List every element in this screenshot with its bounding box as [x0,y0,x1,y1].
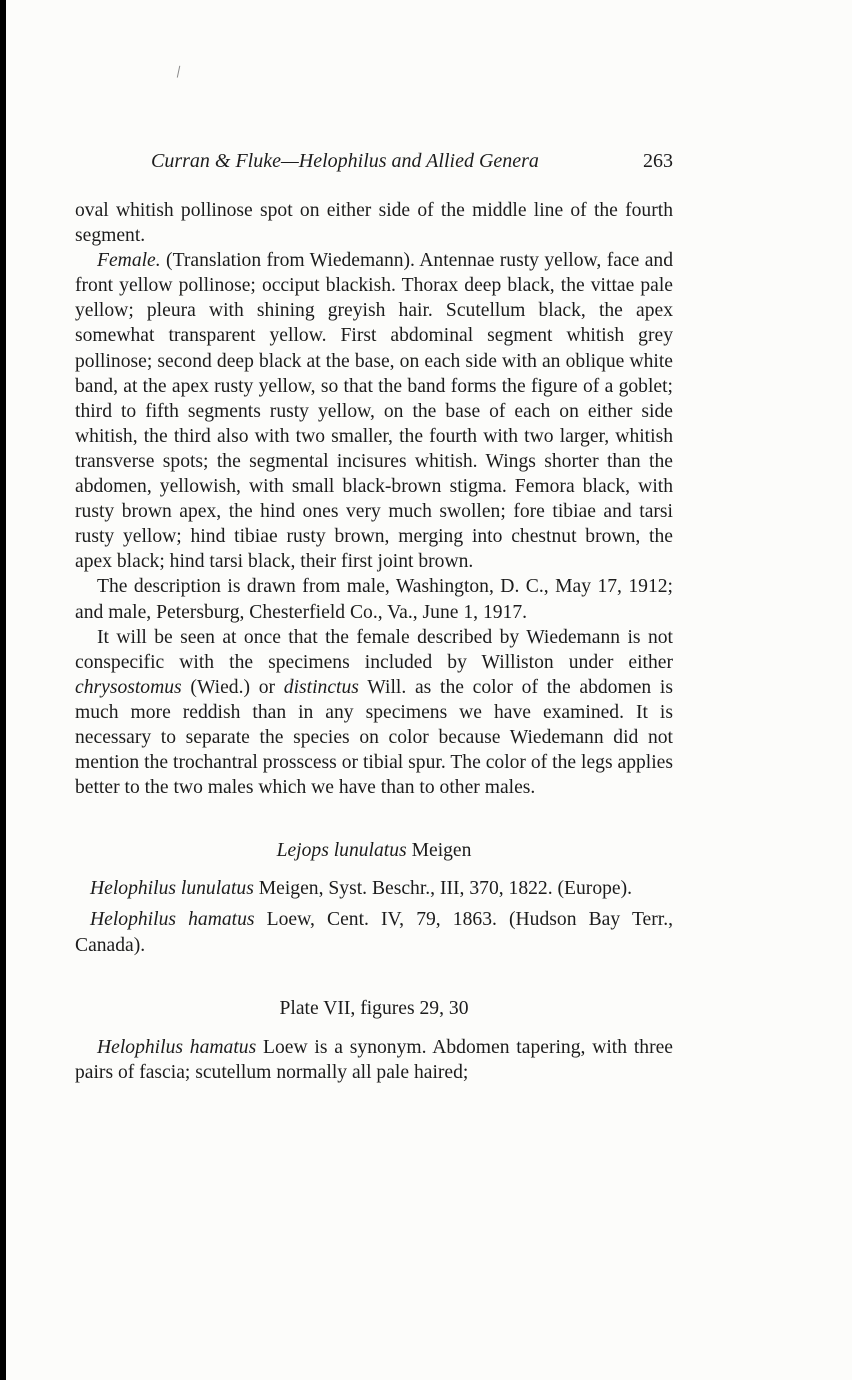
paragraph-material: The description is drawn from male, Washington, D. C., May 17, 1912; and male, Petersburg, Chesterfield Co., Va., June 1, 1917. [75,576,673,623]
taxon-chrysostomus: chrysostomus [75,676,182,698]
synonym-2-citation: Loew, Cent. IV, 79, 1863. (Hudson Bay Terr., Canada). [75,909,674,956]
running-header [151,147,673,175]
female-description: (Translation from Wiedemann). Antennae rusty yellow, face and front yellow pollinose; occiput blackish. Thorax deep black, the vittae pale yellow; pleura with shining greyish hair. Scutellum black, the apex somewhat transparent yellow. First abdominal segment whitish grey pollinose; second deep black at the base, on each side with an oblique white band, at the apex rusty yellow, so that the band forms the figure of a goblet; third to fifth segments rusty yellow, on the base of each on either side whitish, the third also with two smaller, the fourth with two larger, whitish transverse spots; the segmental incisures whitish. Wings shorter than the abdomen, yellowish, with small black-brown stigma. Femora black, with rusty brown apex, the hind ones very much swollen; fore tibiae and tarsi rusty yellow; hind tibiae rusty brown, merging into chestnut brown, the apex black; hind tarsi black, their first joint brown. [75,250,673,573]
plate-reference: Plate VII, figures 29, 30 [279,997,469,1019]
discussion-text-c: Will. as the color of the abdomen is much more reddish than in any specimens we have examined. It is necessary to separate the species on color because Wiedemann did not mention the trochantral prosscess or tibial spur. The color of the legs applies better to the two males which we have than to other males. [75,676,673,799]
synonym-1-citation: Meigen, Syst. Beschr., III, 370, 1822. (Europe). [253,878,633,900]
scan-mark [177,66,183,79]
synonym-2-name: Helophilus hamatus [90,909,255,931]
page-body [75,198,673,1085]
synonym-entry-1 [75,876,673,901]
synonymy-text: Loew is a synonym. Abdomen tapering, with three pairs of fascia; scutellum normally all pale haired; [75,1036,673,1083]
taxon-distinctus: distinctus [283,676,359,698]
female-label: Female. [97,250,161,272]
paragraph-discussion [75,625,673,801]
paragraph-continued: oval whitish pollinose spot on either side of the middle line of the fourth segment. [75,200,673,247]
species-author: Meigen [406,840,472,862]
book-page [6,0,852,1380]
synonym-entry-2 [75,907,673,957]
discussion-text-b: (Wied.) or [181,676,284,698]
synonym-1-name: Helophilus lunulatus [90,878,254,900]
synonym-name-final: Helophilus hamatus [97,1036,257,1058]
species-heading [75,838,673,863]
paragraph-female [75,248,673,574]
running-title: Curran & Fluke—Helophilus and Allied Genera [151,150,539,172]
species-name: Lejops lunulatus [276,840,407,862]
discussion-text-a: It will be seen at once that the female described by Wiedemann is not conspecific with the specimens included by Williston under either [75,626,673,673]
page-number: 263 [643,150,673,172]
paragraph-synonymy [75,1035,673,1085]
